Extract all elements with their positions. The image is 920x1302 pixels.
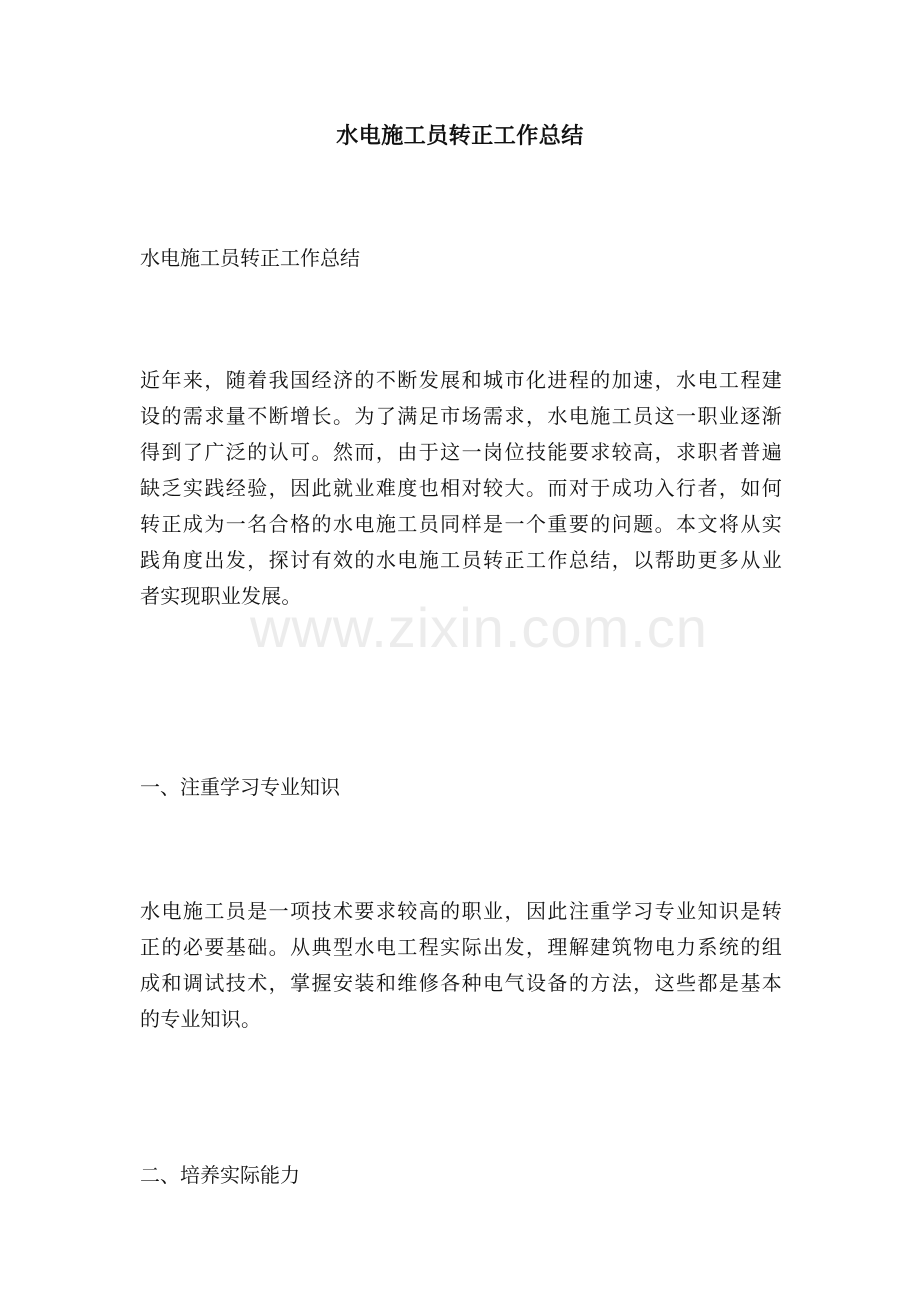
paragraph-line: 转正成为一名合格的水电施工员同样是一个重要的问题。本文将从实	[140, 512, 782, 536]
paragraph-line: 者实现职业发展。	[140, 584, 302, 608]
watermark: www.zixin.com.cn	[250, 596, 708, 659]
section-1-paragraph	[140, 893, 782, 1037]
document-title: 水电施工员转正工作总结	[336, 123, 584, 149]
intro-paragraph	[140, 362, 782, 614]
paragraph-line: 的专业知识。	[140, 1007, 262, 1031]
paragraph-line: 践角度出发，探讨有效的水电施工员转正工作总结，以帮助更多从业	[140, 548, 782, 572]
section-heading-1: 一、注重学习专业知识	[140, 775, 340, 799]
paragraph-line: 设的需求量不断增长。为了满足市场需求，水电施工员这一职业逐渐	[140, 404, 782, 428]
document-subtitle: 水电施工员转正工作总结	[140, 246, 360, 270]
section-heading-2: 二、培养实际能力	[140, 1163, 300, 1187]
paragraph-line: 得到了广泛的认可。然而，由于这一岗位技能要求较高，求职者普遍	[140, 440, 782, 464]
paragraph-line: 成和调试技术，掌握安装和维修各种电气设备的方法，这些都是基本	[140, 971, 782, 995]
paragraph-line: 水电施工员是一项技术要求较高的职业，因此注重学习专业知识是转	[140, 899, 782, 923]
paragraph-line: 缺乏实践经验，因此就业难度也相对较大。而对于成功入行者，如何	[140, 476, 782, 500]
paragraph-line: 正的必要基础。从典型水电工程实际出发，理解建筑物电力系统的组	[140, 935, 782, 959]
paragraph-line: 近年来，随着我国经济的不断发展和城市化进程的加速，水电工程建	[140, 368, 782, 392]
